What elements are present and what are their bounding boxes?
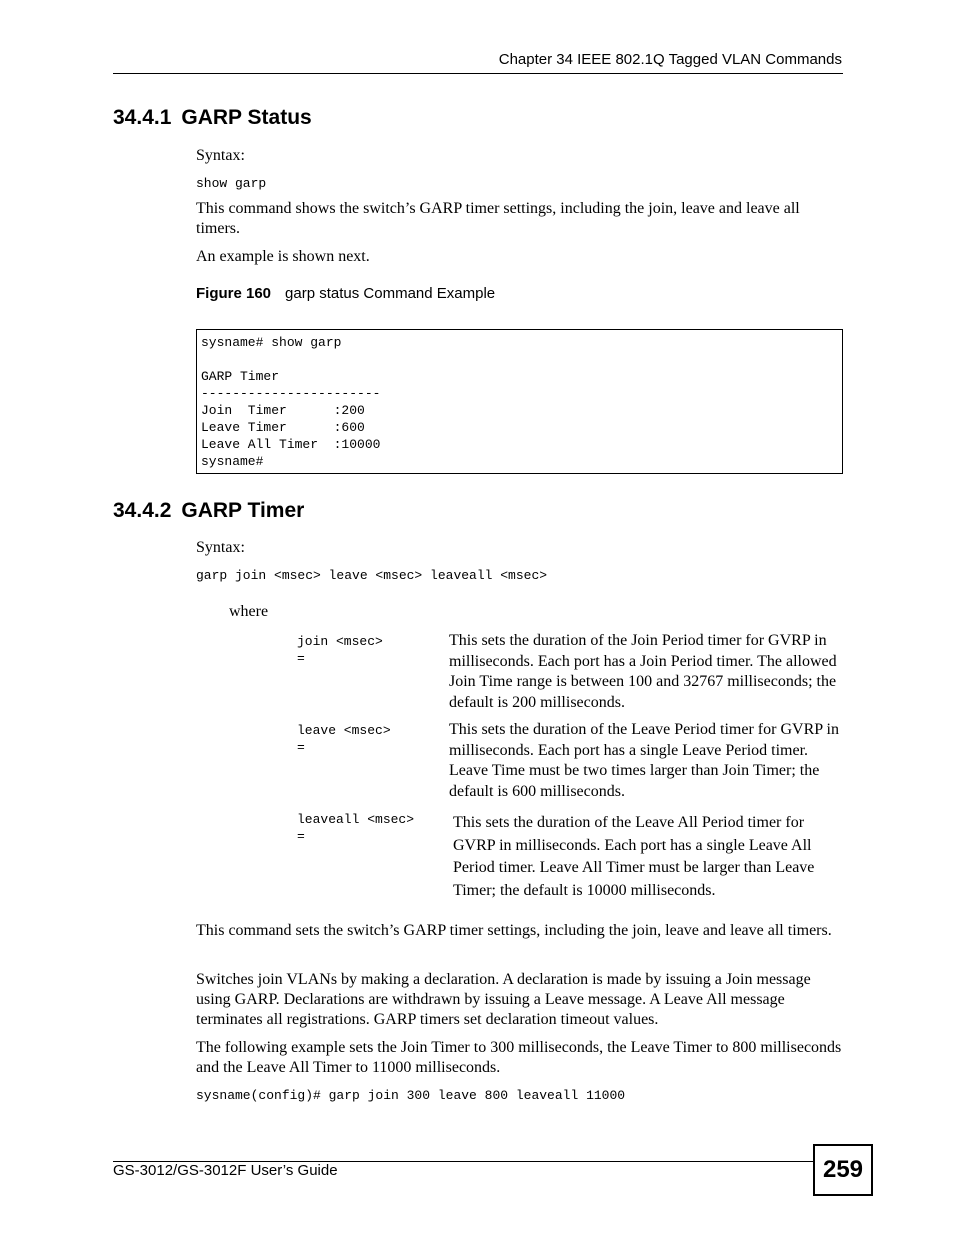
example-code: sysname(config)# garp join 300 leave 800 leaveall 11000 — [196, 1088, 626, 1103]
footer-guide-title: GS-3012/GS-3012F User’s Guide — [113, 1162, 338, 1179]
param-name-join: join <msec> = — [297, 634, 383, 666]
syntax-code: show garp — [196, 176, 267, 191]
section-heading-garp-timer — [113, 499, 304, 523]
description-paragraph: This command shows the switch’s GARP timer settings, including the join, leave and leave all timers. — [196, 200, 800, 237]
figure-code-box — [196, 329, 843, 474]
section-title: GARP Timer — [181, 499, 305, 522]
body-paragraph-1: This command sets the switch’s GARP timer settings, including the join, leave and leave all timers. — [196, 922, 832, 939]
section-heading-garp-status — [113, 106, 312, 130]
figure-code: sysname# show garp GARP Timer ----------------------- Join Timer :200 Leave Timer :600 Leave All Timer :10000 sysname# — [201, 335, 381, 469]
section-number: 34.4.1 — [113, 106, 172, 129]
param-name-leave: leave <msec> = — [297, 723, 391, 755]
figure-title: garp status Command Example — [285, 285, 496, 302]
param-desc-leave: This sets the duration of the Leave Period timer for GVRP in milliseconds. Each port has a single Leave Period timer. Leave Time must be two times larger than Join Timer; the default is 600 milliseconds. — [449, 721, 839, 800]
example-intro: An example is shown next. — [196, 248, 370, 265]
section-title: GARP Status — [181, 106, 312, 129]
header-rule — [113, 73, 843, 74]
syntax-label: Syntax: — [196, 147, 245, 164]
param-desc-join: This sets the duration of the Join Period timer for GVRP in milliseconds. Each port has a Join Period timer. The allowed Join Time range is between 100 and 32767 milliseconds; the default is 200 milliseconds. — [449, 632, 837, 711]
body-paragraph-3: The following example sets the Join Timer to 300 milliseconds, the Leave Timer to 800 milliseconds and the Leave All Timer to 11000 milliseconds. — [196, 1039, 842, 1076]
syntax-code: garp join <msec> leave <msec> leaveall <msec> — [196, 568, 548, 583]
syntax-label: Syntax: — [196, 539, 245, 556]
running-header: Chapter 34 IEEE 802.1Q Tagged VLAN Commands — [498, 51, 842, 68]
figure-label: Figure 160 — [196, 285, 272, 302]
param-desc-leaveall: This sets the duration of the Leave All Period timer for GVRP in milliseconds. Each port has a single Leave All Period timer. Leave All Timer must be larger than Leave Timer; the default is 10000 milliseconds. — [453, 814, 815, 899]
section-number: 34.4.2 — [113, 499, 172, 522]
body-paragraph-2: Switches join VLANs by making a declaration. A declaration is made by issuing a Join message using GARP. Declarations are withdrawn by issuing a Leave message. A Leave All message terminates all registrations. GARP timers set declaration timeout values. — [196, 971, 811, 1028]
figure-caption — [196, 285, 495, 302]
page-number: 259 — [813, 1144, 873, 1196]
param-name-leaveall: leaveall <msec> = — [297, 812, 415, 844]
where-label: where — [229, 603, 269, 620]
